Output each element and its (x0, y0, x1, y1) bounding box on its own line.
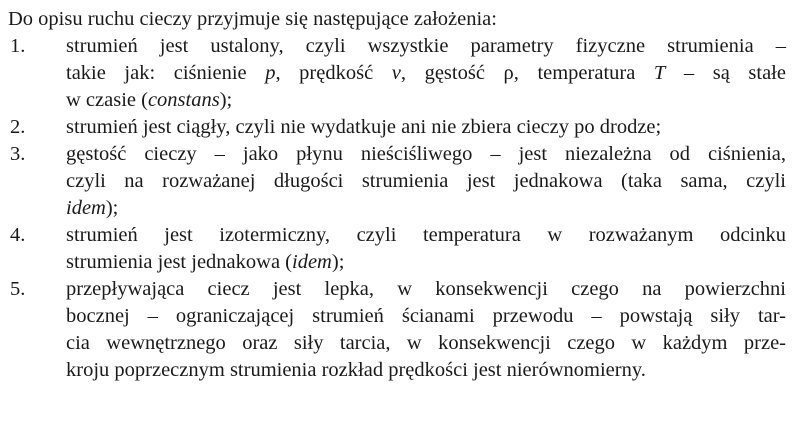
text-run: strumień jest izotermiczny, czyli temperatura w rozważanym odcinku (66, 224, 786, 246)
text-line (66, 222, 786, 249)
italic-term: v (391, 62, 401, 84)
text-run: ); (219, 89, 233, 111)
item-number: 5. (10, 278, 26, 300)
text-run: – są stałe (665, 62, 786, 84)
item-number: 4. (10, 224, 26, 246)
text-line (66, 303, 786, 330)
text-run: czyli na rozważanej długości strumienia jest jednakowa (taka sama, czyli (66, 170, 786, 192)
text-run: , prędkość (275, 62, 392, 84)
text-line (66, 141, 786, 168)
italic-term: idem (66, 197, 106, 219)
text-run: przepływająca ciecz jest lepka, w konsekwencji czego na powierzchni (66, 278, 786, 300)
list-item (8, 33, 786, 114)
italic-term: idem (292, 251, 332, 273)
item-number: 3. (10, 143, 26, 165)
item-text (66, 222, 786, 276)
text-line (66, 276, 786, 303)
text-run: bocznej – ograniczającej strumień ścianami przewodu – powstają siły tar- (66, 305, 786, 327)
text-line (66, 249, 786, 276)
item-text (66, 33, 786, 114)
list-item (8, 114, 786, 141)
item-text (66, 114, 786, 141)
text-run: strumienia jest jednakowa ( (66, 251, 293, 273)
text-run: w czasie ( (66, 89, 148, 111)
text-run: cia wewnętrznego oraz siły tarcia, w konsekwencji czego w każdym prze- (66, 332, 786, 354)
item-number: 2. (10, 116, 26, 138)
list-item (8, 141, 786, 222)
text-run: strumień jest ciągły, czyli nie wydatkuje ani nie zbiera cieczy po drodze; (66, 116, 662, 138)
italic-term: p (265, 62, 276, 84)
item-text (66, 141, 786, 222)
text-line (66, 87, 786, 114)
italic-term: T (653, 62, 666, 84)
text-line (66, 114, 786, 141)
text-run: gęstość cieczy – jako płynu nieściśliwego – jest niezależna od ciśnienia, (66, 143, 786, 165)
italic-term: constans (147, 89, 220, 111)
text-line (66, 195, 786, 222)
assumptions-list (8, 33, 786, 384)
text-run: kroju poprzecznym strumienia rozkład prędkości jest nierównomierny. (66, 359, 646, 381)
text-run: strumień jest ustalony, czyli wszystkie parametry fizyczne strumienia – (66, 35, 786, 57)
text-run: , gęstość ρ, temperatura (400, 62, 654, 84)
list-item (8, 276, 786, 384)
text-run: takie jak: ciśnienie (66, 62, 266, 84)
list-item (8, 222, 786, 276)
item-text (66, 276, 786, 384)
text-line (66, 60, 786, 87)
intro-sentence: Do opisu ruchu cieczy przyjmuje się następujące założenia: (8, 8, 497, 30)
text-line (66, 33, 786, 60)
text-run: ); (331, 251, 345, 273)
text-run: ); (105, 197, 119, 219)
text-line (66, 168, 786, 195)
text-line (66, 330, 786, 357)
item-number: 1. (10, 35, 26, 57)
text-line (66, 357, 786, 384)
